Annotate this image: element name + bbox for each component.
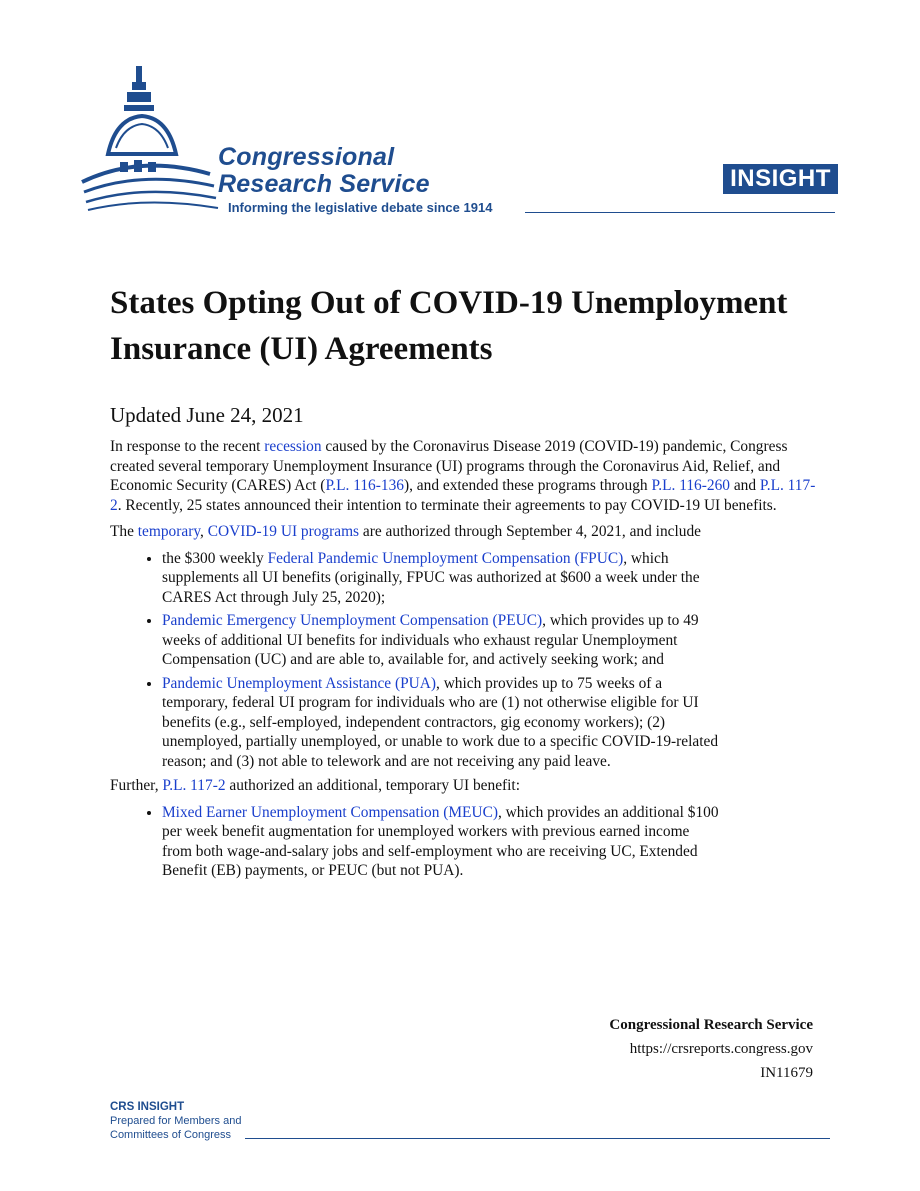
programs-text-1: The [110, 523, 138, 540]
fpuc-link[interactable]: Federal Pandemic Unemployment Compensation (FPUC) [267, 549, 624, 567]
intro-paragraph [110, 437, 820, 515]
document-body [110, 437, 820, 886]
list-item-fpuc [162, 549, 722, 608]
covid-ui-programs-link[interactable]: COVID-19 UI programs [207, 523, 360, 540]
intro-text-1: In response to the recent [110, 438, 265, 455]
footer-crs-insight [110, 1100, 241, 1142]
additional-benefit-list [110, 803, 722, 881]
footer-url[interactable]: https://crsreports.congress.gov [629, 1041, 813, 1057]
list-item-meuc [162, 803, 722, 881]
header-divider [525, 212, 835, 213]
pl-116-260-link[interactable]: P.L. 116-260 [651, 477, 730, 494]
page-title: States Opting Out of COVID-19 Unemployment Insurance (UI) Agreements [110, 285, 788, 367]
programs-list [110, 549, 722, 772]
programs-text-2: , [200, 523, 208, 540]
recession-link[interactable]: recession [264, 438, 322, 455]
footer-org-name: Congressional Research Service [609, 1017, 813, 1033]
pl-116-136-link[interactable]: P.L. 116-136 [325, 477, 404, 494]
footer-prepared-line2: Committees of Congress [110, 1129, 232, 1141]
footer-prepared-line1: Prepared for Members and [110, 1115, 242, 1127]
pl-117-2-link-2[interactable]: P.L. 117-2 [162, 777, 226, 794]
report-id: IN11679 [760, 1065, 813, 1081]
org-name [218, 144, 430, 198]
intro-text-4: and [729, 477, 760, 494]
programs-text-3: are authorized through September 4, 2021, and include [359, 523, 701, 540]
list-item-text: , which provides up to 49 weeks of additional UI benefits for individuals who exhaust regular Unemployment Compensation (UC) and are able to, available for, and actively seeking work; and [162, 612, 699, 668]
footer-citation [609, 1013, 813, 1085]
list-item-peuc [162, 611, 722, 670]
list-item-pua [162, 674, 722, 772]
temporary-link[interactable]: temporary [137, 523, 201, 540]
org-name-line1: Congressional [218, 143, 395, 171]
org-tagline: Informing the legislative debate since 1914 [228, 200, 493, 215]
intro-text-5: . Recently, 25 states announced their intention to terminate their agreements to pay COVID-19 UI benefits. [117, 496, 777, 514]
further-text-2: authorized an additional, temporary UI benefit: [225, 777, 520, 794]
list-item-text: , which provides an additional $100 per week benefit augmentation for unemployed workers with previous earned income from both wage-and-salary jobs and self-employment who are receiving UC, Extended Benefit (EB) payments, or PEUC (but not PUA). [162, 803, 719, 879]
capitol-dome-logo [80, 62, 230, 222]
org-name-line2: Research Service [218, 170, 430, 198]
pl-117-2-link[interactable]: P.L. 117-2 [110, 477, 816, 514]
meuc-link[interactable]: Mixed Earner Unemployment Compensation (MEUC) [162, 803, 498, 821]
further-paragraph [110, 776, 820, 796]
list-item-text: , which supplements all UI benefits (originally, FPUC was authorized at $600 a week under the CARES Act through July 25, 2020); [162, 549, 700, 606]
intro-text-3: ), and extended these programs through [403, 477, 652, 494]
insight-badge: INSIGHT [723, 164, 838, 194]
intro-text-2: caused by the Coronavirus Disease 2019 (COVID-19) pandemic, Congress created several temporary Unemployment Insurance (UI) programs through the Coronavirus Aid, Relief, and Economic Security (CARES) Act ( [110, 438, 788, 494]
footer-insight-title: CRS INSIGHT [110, 1101, 185, 1113]
peuc-link[interactable]: Pandemic Emergency Unemployment Compensation (PEUC) [162, 612, 543, 629]
programs-paragraph [110, 522, 820, 542]
updated-date: Updated June 24, 2021 [110, 403, 304, 427]
footer-divider [245, 1138, 830, 1139]
further-text-1: Further, [110, 777, 163, 794]
pua-link[interactable]: Pandemic Unemployment Assistance (PUA) [162, 674, 436, 692]
list-item-text: , which provides up to 75 weeks of a temporary, federal UI program for individuals who are (1) not otherwise eligible for UI benefits (e.g., self-employed, independent contractors, gig economy workers); (2) unemployed, partially unemployed, or unable to work due to a specific COVID-19-related reason; and (3) not able to telework and are not receiving any paid leave. [162, 674, 719, 770]
list-item-text: the $300 weekly [162, 549, 268, 567]
